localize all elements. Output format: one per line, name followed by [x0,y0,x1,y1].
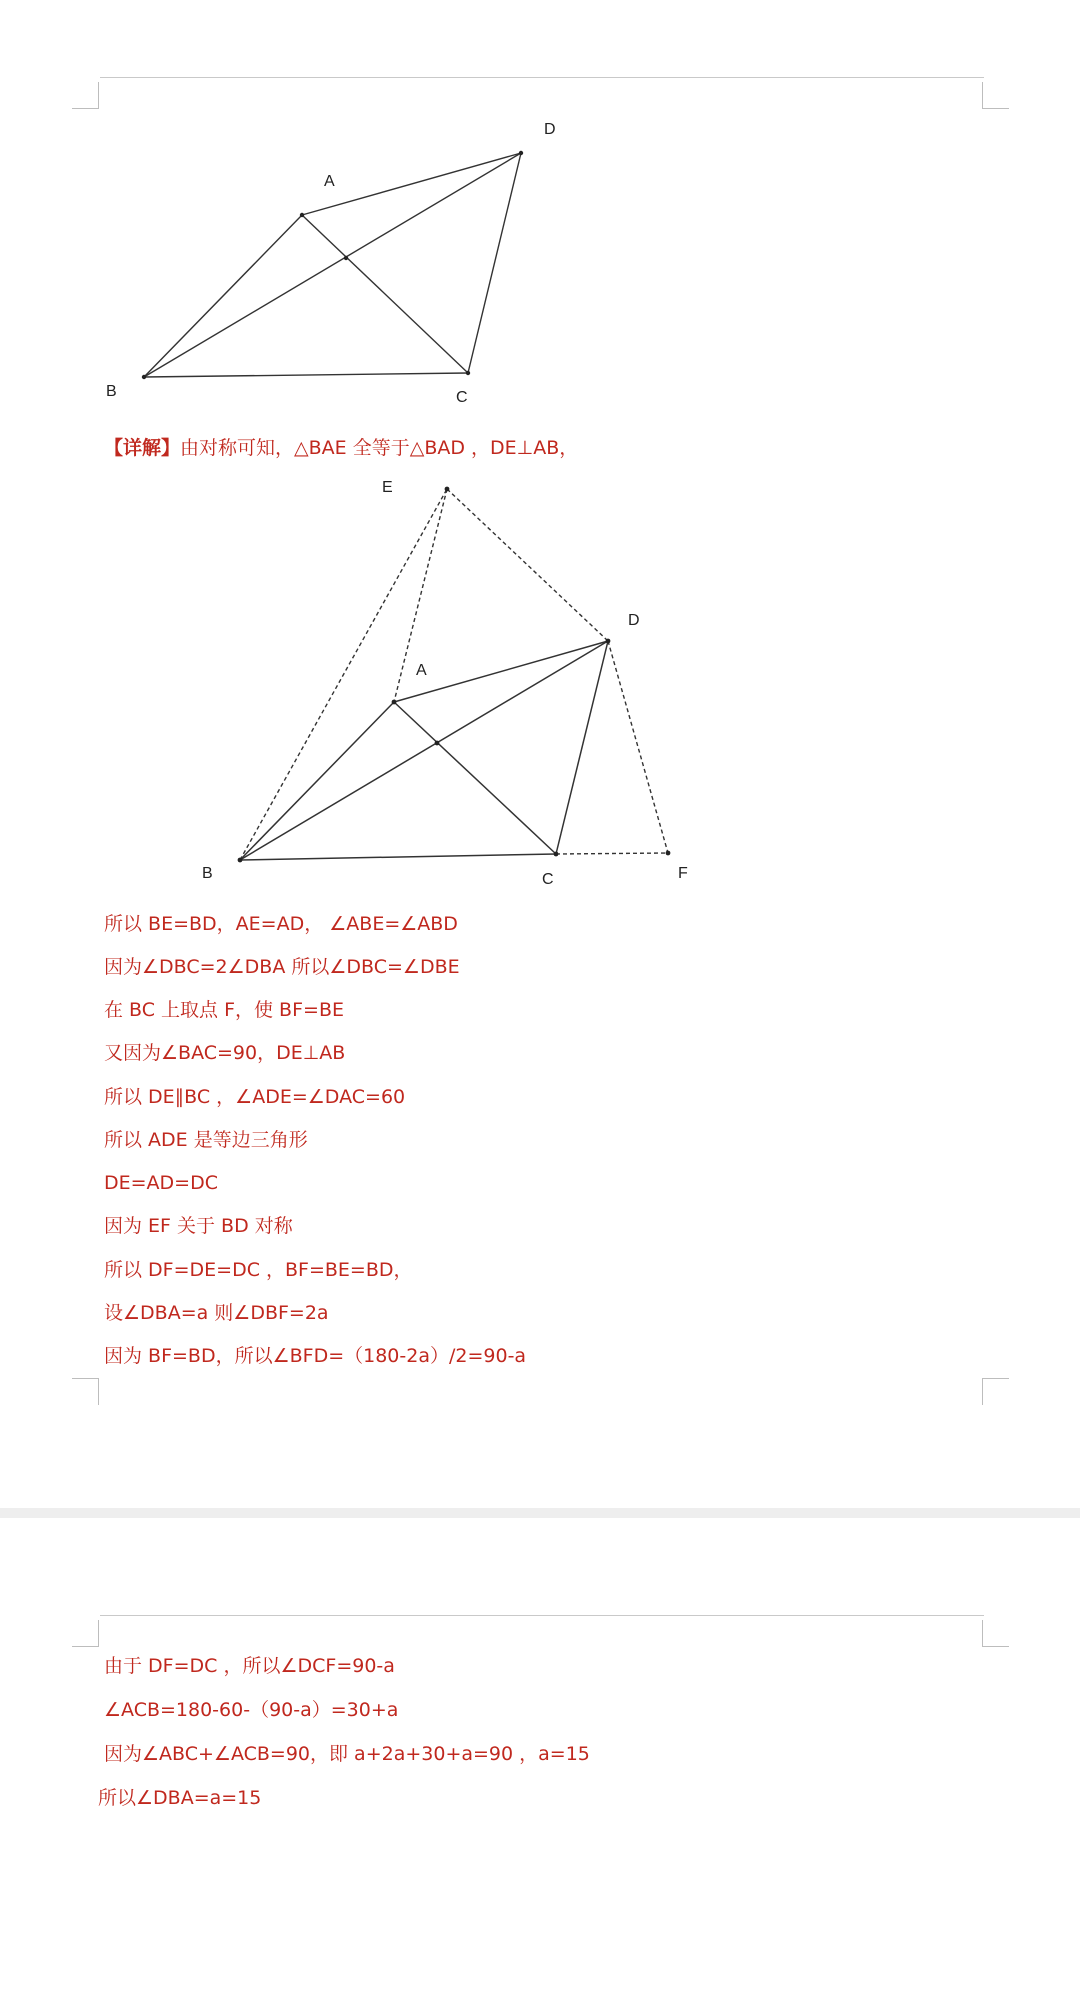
label-e: E [382,479,393,496]
point-c [554,852,559,857]
segment-cb [144,373,468,377]
page-separator [0,1508,1080,1518]
segment-cb [240,854,556,860]
solution-header-text: 由对称可知，△BAE 全等于△BAD ，DE⊥AB， [180,437,579,459]
segment-ac [394,702,556,854]
crop-mark-bottom-right [982,1378,1009,1405]
segment-ad [302,153,521,215]
point-a [300,213,304,217]
page2-line-3: 因为∠ABC+∠ACB=90，即 a+2a+30+a=90 ，a=15 [104,1743,590,1765]
segment-ac [302,215,468,373]
segment-ba [240,702,394,860]
label-f: F [678,865,688,882]
label-b: B [202,865,213,882]
solution-line-8: 因为 EF 关于 BD 对称 [104,1215,293,1237]
point-f [666,851,671,856]
solution-line-4: 又因为∠BAC=90，DE⊥AB [104,1042,346,1064]
crop-mark-bottom-left [72,1378,99,1405]
label-a: A [416,662,427,679]
label-d: D [628,612,640,629]
solution-line-3: 在 BC 上取点 F，使 BF=BE [104,999,344,1021]
point-d [606,639,611,644]
point-d [519,151,523,155]
page2-line-4: 所以∠DBA=a=15 [98,1787,262,1809]
solution-line-2: 因为∠DBC=2∠DBA 所以∠DBC=∠DBE [104,956,460,978]
point-e [445,487,450,492]
figure-quadrilateral [0,0,1080,420]
point-intersection [344,256,348,260]
crop-mark-top-right [982,1620,1009,1647]
solution-header [104,436,578,460]
solution-line-7: DE=AD=DC [104,1172,218,1194]
solution-line-11: 因为 BF=BD，所以∠BFD=（180-2a）/2=90-a [104,1345,527,1367]
solution-line-6: 所以 ADE 是等边三角形 [104,1129,308,1151]
point-a [392,700,397,705]
solution-line-5: 所以 DE∥BC ，∠ADE=∠DAC=60 [104,1086,406,1108]
figure-reflection [0,460,1080,900]
label-c: C [456,389,468,406]
solution-line-10: 设∠DBA=a 则∠DBF=2a [104,1302,329,1324]
page2-line-2: ∠ACB=180-60-（90-a）=30+a [104,1699,399,1721]
crop-mark-top-left [72,1620,99,1647]
segment-ed [447,489,608,641]
page-top-rule [100,1615,984,1616]
point-b [238,858,243,863]
label-b: B [106,383,117,400]
segment-dc [556,641,608,854]
solution-header-bracket: 【详解】 [104,437,181,459]
label-d: D [544,121,556,138]
document-page-2 [0,1518,1080,1996]
label-c: C [542,871,554,888]
label-a: A [324,173,335,190]
point-intersection [435,741,440,746]
page2-line-1: 由于 DF=DC ，所以∠DCF=90-a [104,1655,395,1677]
segment-dc [468,153,521,373]
segment-df [608,641,668,853]
point-b [142,375,146,379]
segment-ba [144,215,302,377]
solution-line-9: 所以 DF=DE=DC ，BF=BE=BD， [104,1259,413,1281]
point-c [466,371,470,375]
solution-line-1: 所以 BE=BD，AE=AD， ∠ABE=∠ABD [104,913,458,935]
segment-cf [556,853,668,854]
